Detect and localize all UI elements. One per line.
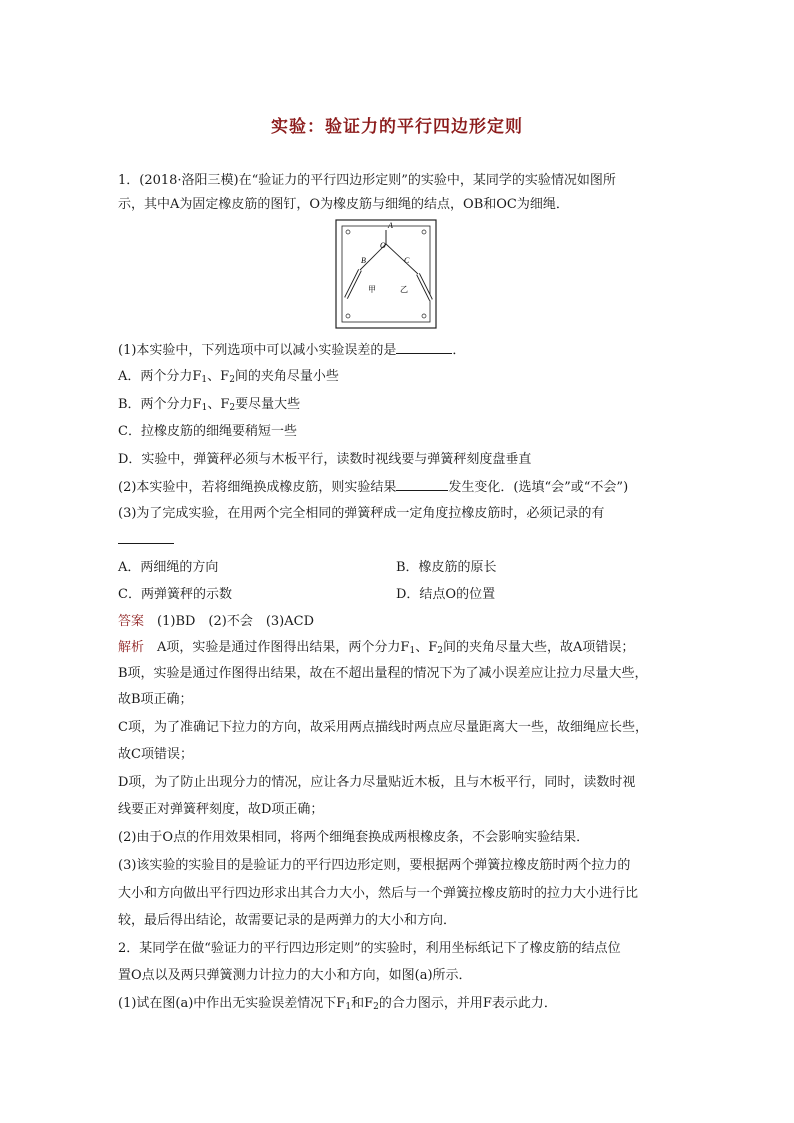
answer-text: (1)BD (2)不会 (3)ACD (157, 614, 315, 629)
pin-top-right (422, 230, 426, 234)
analysis-line-7: 线要正对弹簧秤刻度，故D项正确； (118, 802, 324, 817)
label-A: A (388, 221, 393, 230)
q1-option-A: A．两个分力$F_1$、$F_2$间的夹角尽量小些 (118, 369, 339, 385)
q1-option-C: C．拉橡皮筋的细绳要稍短一些 (118, 424, 297, 439)
q2-line-3: (1)试在图(a)中作出无实验误差情况下$F_1$和$F_2$的合力图示，并用F表示此力． (118, 996, 557, 1012)
analysis-line-10: 大小和方向做出平行四边形求出其合力大小，然后与一个弹簧拉橡皮筋时的拉力大小进行比 (118, 886, 639, 901)
answer-blank-3 (118, 531, 174, 544)
answer-blank-1 (396, 341, 452, 354)
q1-sub3-option-C: C．两弹簧秤的示数 (118, 587, 232, 602)
q1-sub1: (1)本实验中，下列选项中可以减小实验误差的是 ． (118, 343, 466, 358)
q1-sub3: (3)为了完成实验，在用两个完全相同的弹簧秤成一定角度拉橡皮筋时，必须记录的有 (118, 506, 605, 521)
pin-top-left (346, 230, 350, 234)
analysis-line-9: (3)该实验的实验目的是验证力的平行四边形定则，要根据两个弹簧拉橡皮筋时两个拉力的 (118, 858, 631, 873)
analysis-line-11: 较，最后得出结论，故需要记录的是两弹力的大小和方向． (118, 913, 457, 928)
analysis-line-8: (2)由于O点的作用效果相同，将两个细绳套换成两根橡皮条，不会影响实验结果． (118, 830, 590, 845)
q1-option-D: D．实验中，弹簧秤必须与木板平行，读数时视线要与弹簧秤刻度盘垂直 (118, 452, 532, 467)
analysis-line-4: C项，为了准确记下拉力的方向，故采用两点描线时两点应尽量距离大一些，故细绳应长些， (118, 720, 648, 735)
pin-bottom-right (422, 314, 426, 318)
label-B: B (361, 256, 366, 265)
analysis-line-5: 故C项错误； (118, 747, 193, 762)
analysis-line-1: 解析 A项，实验是通过作图得出结果，两个分力$F_1$、$F_2$间的夹角尽量大些，故A项错误； (118, 640, 635, 656)
analysis-line-6: D项，为了防止出现分力的情况，应让各力尽量贴近木板，且与木板平行，同时，读数时视 (118, 775, 636, 790)
q2-line-2: 置O点以及两只弹簧测力计拉力的大小和方向，如图(a)所示． (118, 968, 472, 983)
spring-scale-left (346, 270, 360, 298)
q1-stem-line2: 示，其中A为固定橡皮筋的图钉，O为橡皮筋与细绳的结点，OB和OC为细绳． (118, 197, 569, 212)
q1-sub3-blank-line (118, 531, 688, 549)
answer-blank-2 (396, 478, 448, 491)
page-title: 实验：验证力的平行四边形定则 (271, 117, 523, 137)
q1-sub3-option-B: B．橡皮筋的原长 (396, 560, 497, 575)
q1-sub2: (2)本实验中，若将细绳换成橡皮筋，则实验结果 发生变化．(选填“会”或“不会”) (118, 480, 629, 495)
answer-label: 答案 (118, 614, 145, 629)
spring-scale-right (418, 274, 431, 300)
q1-option-B: B．两个分力$F_1$、$F_2$要尽量大些 (118, 397, 301, 413)
experiment-figure (334, 218, 438, 330)
label-jia: 甲 (368, 285, 376, 294)
label-yi: 乙 (400, 285, 408, 294)
q1-sub3-row2 (118, 586, 688, 603)
label-C: C (404, 256, 410, 265)
analysis-line-2: B项，实验是通过作图得出结果，故在不超出量程的情况下为了减小误差应让拉力尽量大些， (118, 666, 648, 681)
q1-sub3-row1 (118, 559, 688, 576)
string-OC (386, 244, 418, 274)
analysis-line-3: 故B项正确； (118, 692, 193, 707)
analysis-label: 解析 (118, 640, 145, 655)
pin-bottom-left (346, 314, 350, 318)
q1-sub3-option-A: A．两细绳的方向 (118, 560, 219, 575)
q1-stem-line1: 1．(2018·洛阳三模)在“验证力的平行四边形定则”的实验中，某同学的实验情况如图所 (118, 173, 616, 188)
answer-line (118, 613, 688, 630)
label-O: O (380, 241, 386, 250)
q2-line-1: 2．某同学在做“验证力的平行四边形定则”的实验时，利用坐标纸记下了橡皮筋的结点位 (118, 941, 621, 956)
q1-sub3-option-D: D．结点O的位置 (396, 587, 496, 602)
